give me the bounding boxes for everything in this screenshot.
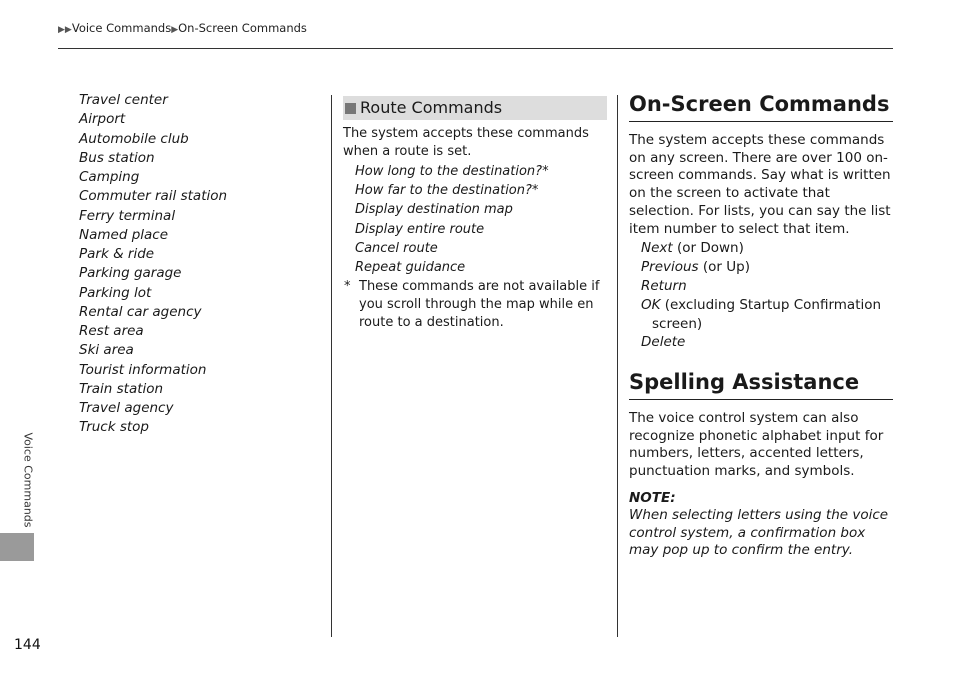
top-divider [58,48,893,49]
breadcrumb-level1[interactable]: Voice Commands [71,21,172,35]
column-divider [617,95,618,637]
route-command: How far to the destination?* [355,183,539,199]
spelling-assistance-heading: Spelling Assistance [629,368,893,400]
command-word: Return [641,278,687,295]
list-item: Rest area [79,323,144,339]
footnote-text: These commands are not available if you scroll through the map while en route to a destination. [359,279,600,331]
list-item: Tourist information [79,361,207,378]
list-item: Commuter rail station [79,188,228,205]
list-item: Train station [79,380,164,397]
list-item: Rental car agency [79,303,202,320]
list-item: Travel agency [79,400,174,416]
route-command: Repeat guidance [355,259,466,275]
side-label-text: Voice Commands [21,432,35,528]
route-command: Display entire route [355,221,485,237]
spelling-body: The voice control system can also recognize phonetic alphabet input for numbers, letters, accented letters, punctuation marks, and symbols. [629,410,884,480]
note-text: When selecting letters using the voice control system, a confirmation box may pop up to confirm the entry. [629,506,889,559]
on-screen-command [641,277,893,296]
on-screen-command [641,258,893,277]
place-category-list [79,91,227,438]
route-commands-heading [343,96,607,120]
list-item: Parking garage [79,265,182,282]
section-tab [0,533,34,561]
section-side-label [21,432,35,528]
page-number: 144 [14,637,41,653]
route-footnote [343,278,607,332]
list-item: Airport [79,111,126,128]
list-item: Ski area [79,342,134,359]
on-screen-command [641,296,893,333]
note-label: NOTE: [629,489,676,506]
route-command: How long to the destination?* [355,164,549,179]
list-item: Truck stop [79,419,149,436]
command-note: (or Up) [698,259,750,276]
list-item: Camping [79,169,140,185]
list-item: Travel center [79,92,168,108]
route-command: Cancel route [355,240,438,256]
on-screen-command [641,239,893,258]
on-screen-intro: The system accepts these commands on any screen. There are over 100 on-screen commands. Say what is written on the screen to activate that selection. For lists, you can say the list item number to select that item. [629,132,891,237]
list-item: Automobile club [79,130,189,147]
square-bullet-icon [345,103,356,114]
column-divider [331,95,332,637]
list-item: Named place [79,226,169,243]
breadcrumb-arrow-icon: ▶ [171,25,179,35]
route-commands-title: Route Commands [360,98,503,117]
on-screen-commands-heading: On-Screen Commands [629,90,893,122]
footnote-marker: * [344,279,351,295]
command-word: OK [641,297,661,314]
route-command: Display destination map [355,202,513,218]
route-command-list [355,162,607,277]
command-word: Delete [641,334,686,351]
command-note: (or Down) [672,240,744,257]
on-screen-panel [629,90,893,560]
route-commands-intro: The system accepts these commands when a route is set. [343,126,589,159]
list-item: Ferry terminal [79,207,176,224]
on-screen-command [641,333,893,352]
command-word: Previous [641,259,699,276]
list-item: Park & ride [79,246,155,262]
command-word: Next [641,240,673,257]
route-commands-panel [343,96,607,332]
command-note: (excluding Startup Confirmation screen) [652,297,882,332]
list-item: Bus station [79,149,155,166]
breadcrumb-arrow-icon: ▶▶ [58,25,72,35]
on-screen-command-list [641,239,893,352]
breadcrumb-level2[interactable]: On-Screen Commands [178,21,307,35]
breadcrumb [58,21,307,35]
list-item: Parking lot [79,284,152,301]
